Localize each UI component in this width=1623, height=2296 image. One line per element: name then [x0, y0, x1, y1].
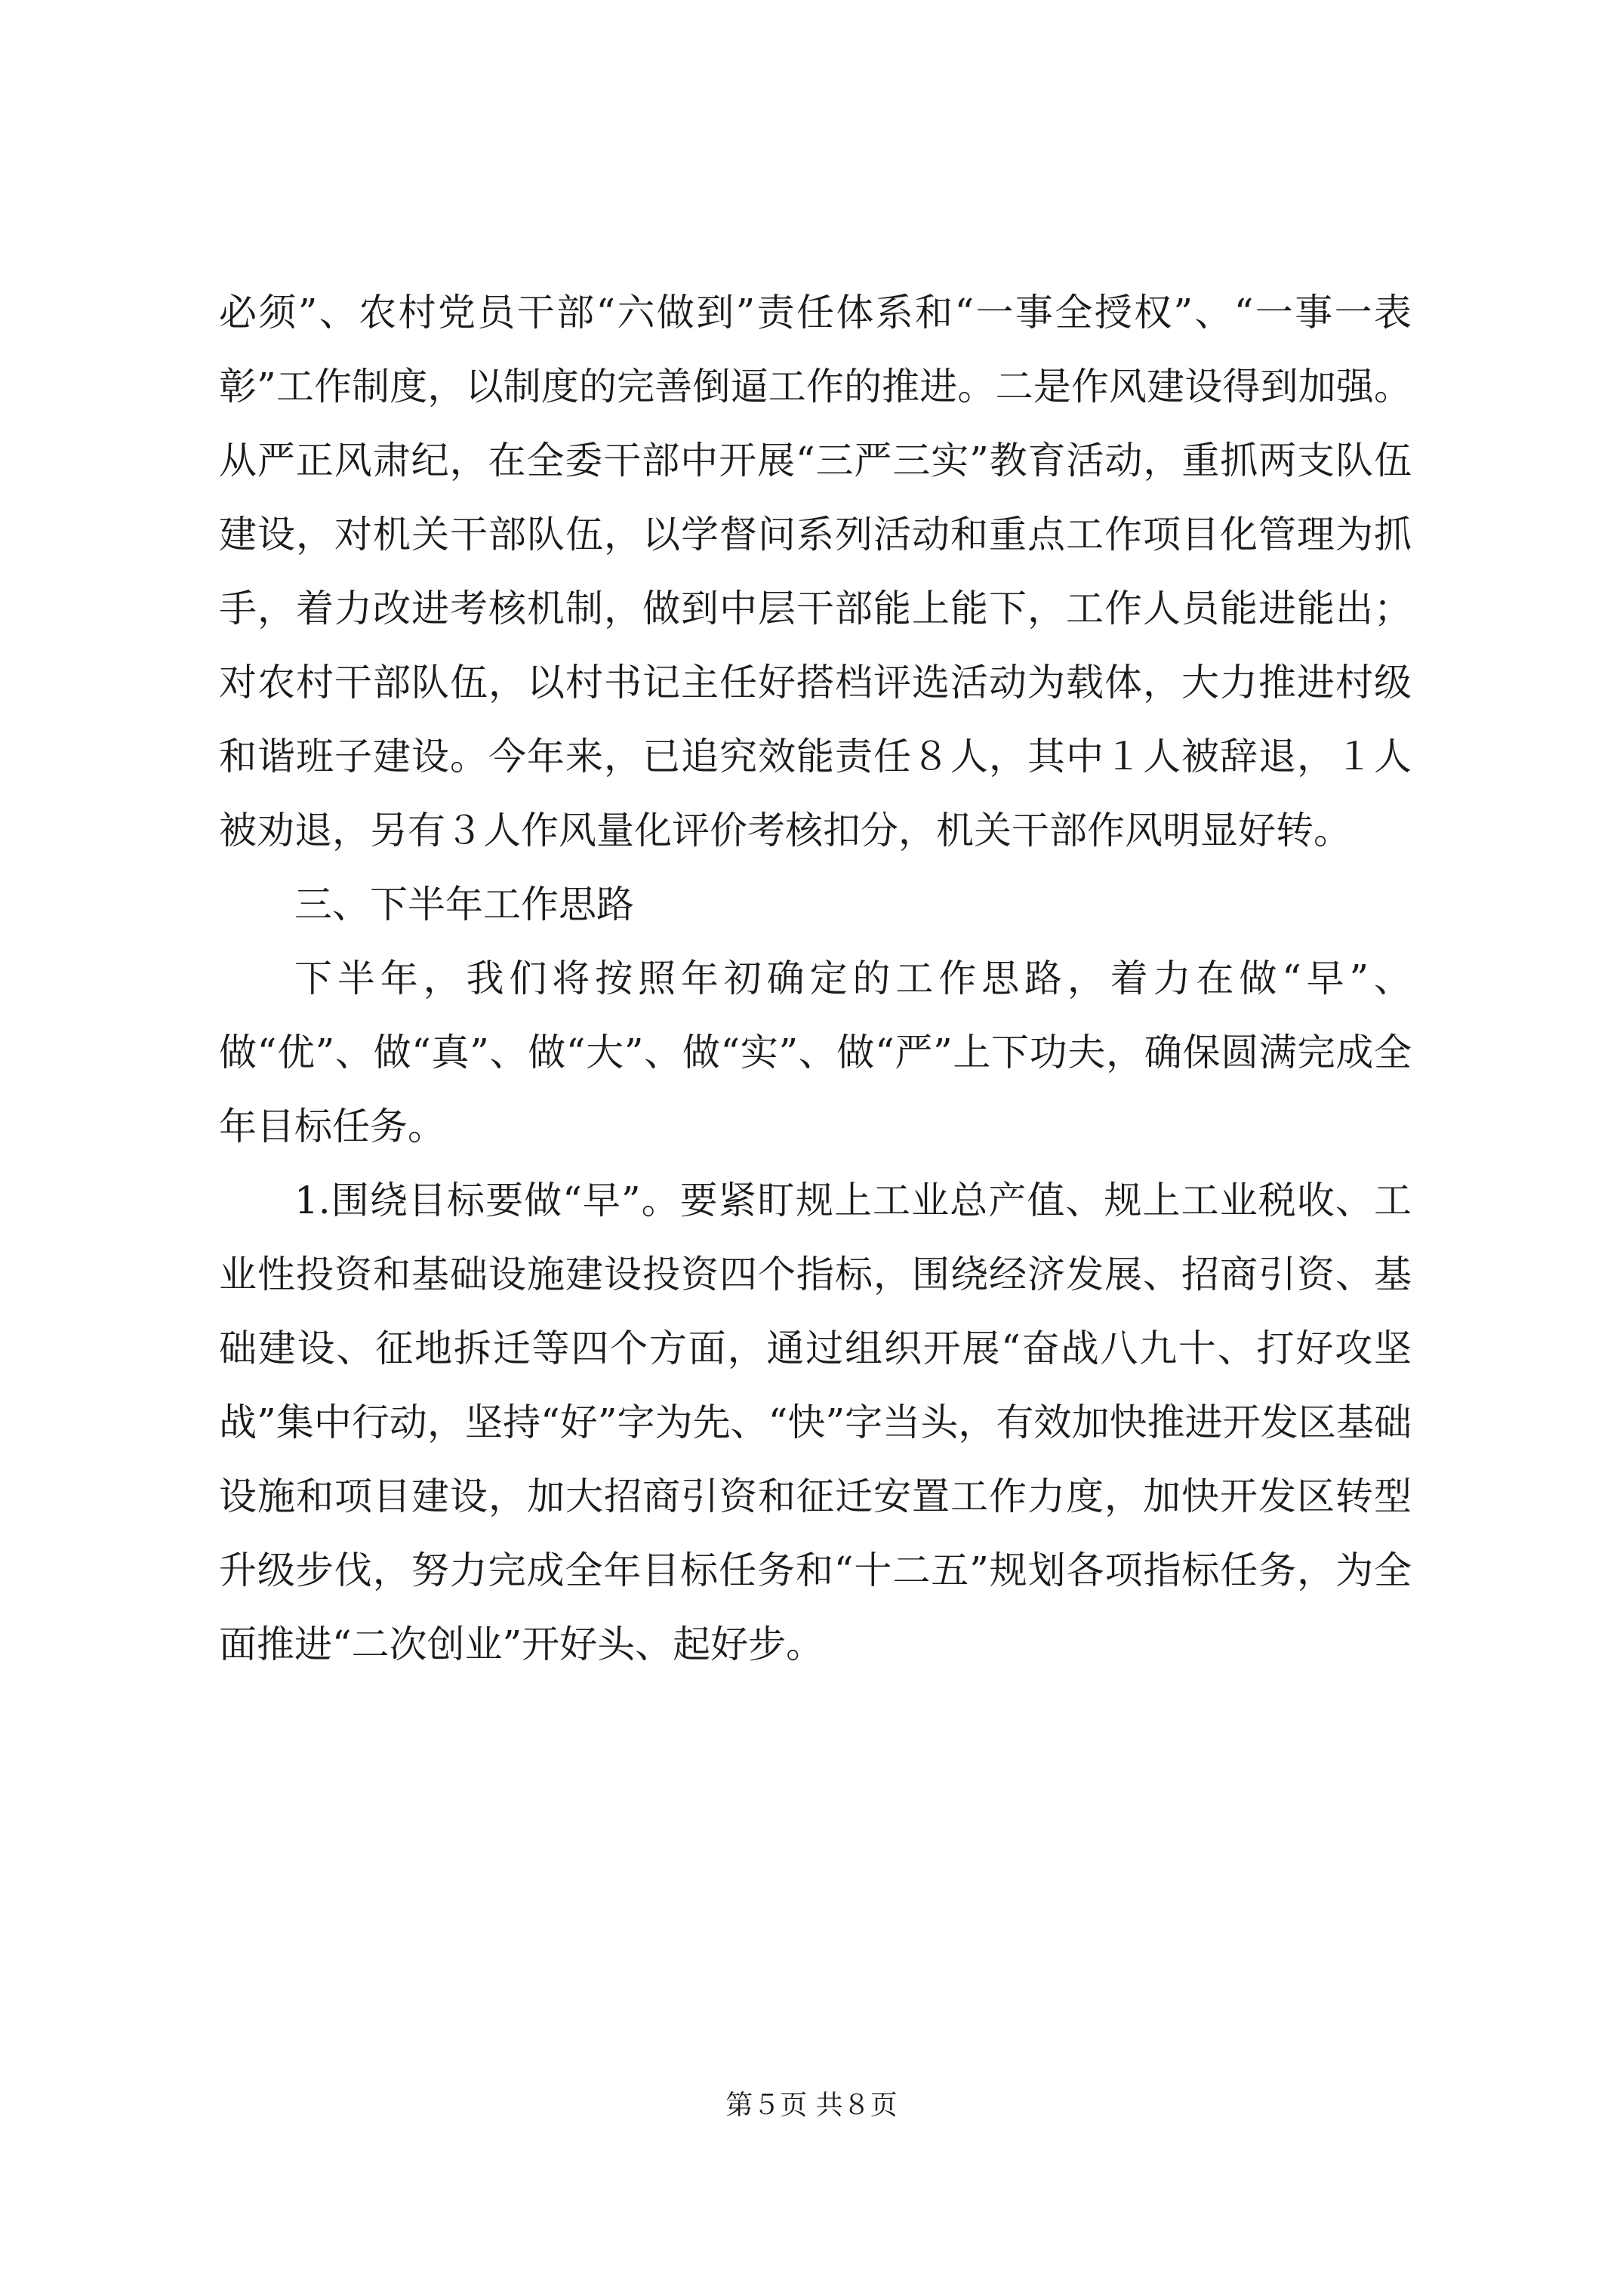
paragraph-item-1: 1.围绕目标要做“早”。要紧盯规上工业总产值、规上工业税收、工业性投资和基础设施建设投资四个指标，围绕经济发展、招商引资、基础建设、征地拆迁等四个方面，通过组织开展“奋战八九十、打好攻坚战”集中行动，坚持“好”字为先、“快”字当头，有效加快推进开发区基础设施和项目建设，加大招商引资和征迁安置工作力度，加快开发区转型升级步伐，努力完成全年目标任务和“十二五”规划各项指标任务，为全面推进“二次创业”开好头、起好步。	[219, 1179, 1412, 1666]
paragraph-intro: 下半年，我们将按照年初确定的工作思路，着力在做“早”、做“优”、做“真”、做“大”、做“实”、做“严”上下功夫，确保圆满完成全年目标任务。	[219, 957, 1412, 1148]
paragraph-continuation: 必须”、农村党员干部“六做到”责任体系和“一事全授权”、“一事一表彰”工作制度，以制度的完善倒逼工作的推进。二是作风建设得到加强。从严正风肃纪，在全委干部中开展“三严三实”教育活动，重抓两支队伍建设，对机关干部队伍，以学督问系列活动和重点工作项目化管理为抓手，着力改进考核机制，做到中层干部能上能下，工作人员能进能出；对农村干部队伍，以村书记主任好搭档评选活动为载体，大力推进村级和谐班子建设。今年来，已追究效能责任８人，其中１人被辞退，１人被劝退，另有３人作风量化评价考核扣分，机关干部作风明显好转。	[219, 291, 1412, 852]
section-heading: 三、下半年工作思路	[294, 883, 634, 926]
document-body	[219, 276, 1412, 1681]
page-footer: 第５页 共８页	[725, 2090, 898, 2121]
